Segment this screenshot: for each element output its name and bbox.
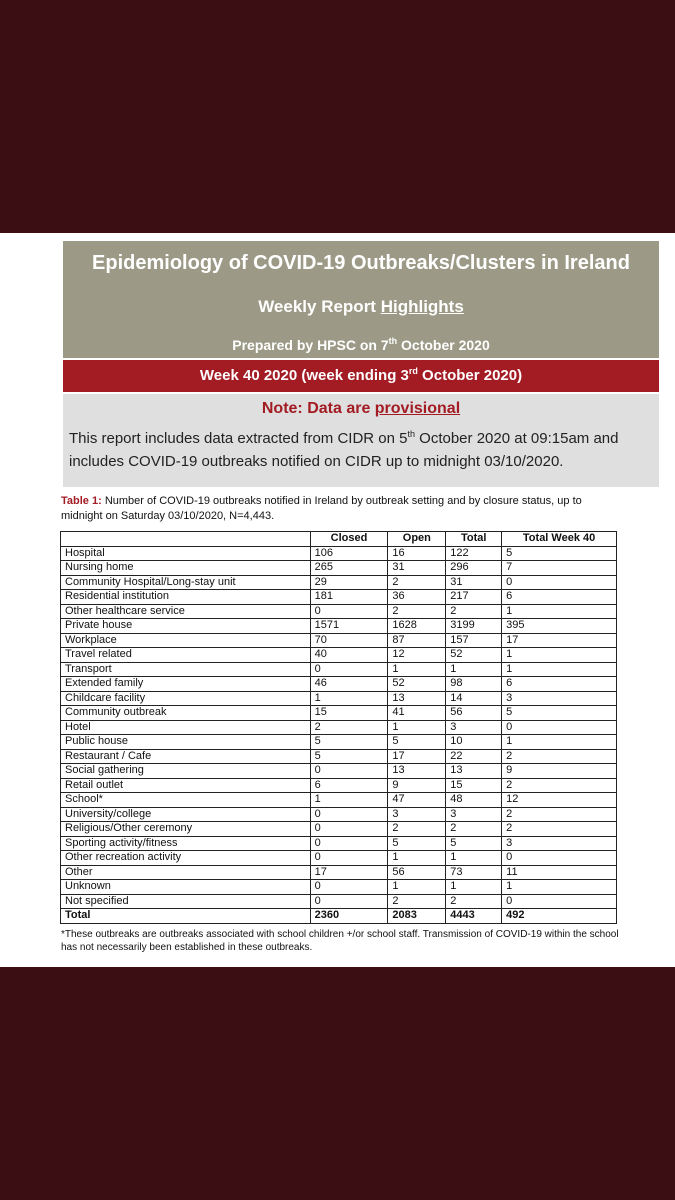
- cell-total: 3: [446, 720, 502, 735]
- cell-total: 31: [446, 575, 502, 590]
- report-title: Epidemiology of COVID-19 Outbreaks/Clusters in Ireland: [92, 252, 630, 274]
- cell-closed: 0: [310, 836, 388, 851]
- cell-open: 5: [388, 735, 446, 750]
- cell-closed: 29: [310, 575, 388, 590]
- cell-closed: 106: [310, 546, 388, 561]
- table-row: [61, 561, 617, 576]
- table-row: [61, 546, 617, 561]
- table-row: [61, 648, 617, 663]
- cell-total: 2: [446, 894, 502, 909]
- cell-total-week: 1: [502, 735, 617, 750]
- cell-closed: 1: [310, 691, 388, 706]
- table-row: [61, 778, 617, 793]
- cell-total-week: 12: [502, 793, 617, 808]
- cell-setting: Hotel: [61, 720, 311, 735]
- week-sup: rd: [408, 366, 418, 376]
- cell-total: 217: [446, 590, 502, 605]
- cell-total: 1: [446, 851, 502, 866]
- prepared-prefix: Prepared by HPSC on 7: [232, 337, 389, 353]
- cell-total-week: 395: [502, 619, 617, 634]
- cell-closed: 70: [310, 633, 388, 648]
- cell-total-week: 9: [502, 764, 617, 779]
- outbreaks-table: [60, 531, 617, 924]
- table-row: [61, 807, 617, 822]
- cell-total-week: 6: [502, 677, 617, 692]
- table-caption: [61, 494, 621, 524]
- table-row: [61, 851, 617, 866]
- cell-open: 3: [388, 807, 446, 822]
- cell-total: 73: [446, 865, 502, 880]
- caption-label: Table 1:: [61, 495, 102, 507]
- cell-setting: Community outbreak: [61, 706, 311, 721]
- cell-open: 13: [388, 764, 446, 779]
- header-total: Total: [446, 532, 502, 547]
- table-row: [61, 793, 617, 808]
- cell-total: 14: [446, 691, 502, 706]
- cell-closed: 0: [310, 822, 388, 837]
- cell-open: 1: [388, 851, 446, 866]
- cell-setting: Unknown: [61, 880, 311, 895]
- cell-open: 41: [388, 706, 446, 721]
- cell-total-week: 1: [502, 662, 617, 677]
- cell-total-week: 6: [502, 590, 617, 605]
- table-row: [61, 691, 617, 706]
- prepared-suffix: October 2020: [397, 337, 490, 353]
- cell-open: 2: [388, 575, 446, 590]
- cell-setting: Retail outlet: [61, 778, 311, 793]
- cell-open: 1: [388, 720, 446, 735]
- table-row: [61, 880, 617, 895]
- caption-text: Number of COVID-19 outbreaks notified in Ireland by outbreak setting and by closure status, up to midnight on Saturday 03/10/2020, N=4,443.: [61, 495, 582, 522]
- table-body: [61, 546, 617, 909]
- total-open: 2083: [388, 909, 446, 924]
- cell-total-week: 2: [502, 749, 617, 764]
- cell-total-week: 3: [502, 691, 617, 706]
- total-week: 492: [502, 909, 617, 924]
- cell-open: 9: [388, 778, 446, 793]
- cell-open: 16: [388, 546, 446, 561]
- cell-total-week: 2: [502, 807, 617, 822]
- cell-setting: Travel related: [61, 648, 311, 663]
- cell-setting: Workplace: [61, 633, 311, 648]
- report-subtitle: [63, 297, 659, 317]
- cell-total: 296: [446, 561, 502, 576]
- description-part2: October 2020 at 09:15am and includes COVID-19 outbreaks notified on CIDR up to midnight 03/10/2020.: [69, 430, 619, 470]
- provisional-note: [63, 400, 659, 418]
- report-header-banner: [63, 241, 659, 358]
- table-total-row: [61, 909, 617, 924]
- highlights-link[interactable]: Highlights: [380, 297, 464, 316]
- table-row: [61, 677, 617, 692]
- provisional-link[interactable]: provisional: [374, 400, 461, 417]
- cell-total: 2: [446, 822, 502, 837]
- cell-total: 15: [446, 778, 502, 793]
- cell-open: 1: [388, 880, 446, 895]
- description-part1: This report includes data extracted from CIDR on 5: [69, 430, 408, 447]
- table-row: [61, 604, 617, 619]
- cell-total: 2: [446, 604, 502, 619]
- cell-total-week: 2: [502, 778, 617, 793]
- cell-total: 48: [446, 793, 502, 808]
- cell-setting: Extended family: [61, 677, 311, 692]
- cell-closed: 0: [310, 764, 388, 779]
- cell-setting: Private house: [61, 619, 311, 634]
- header-total-week: Total Week 40: [502, 532, 617, 547]
- cell-closed: 40: [310, 648, 388, 663]
- cell-total-week: 0: [502, 575, 617, 590]
- cell-closed: 181: [310, 590, 388, 605]
- cell-total: 3199: [446, 619, 502, 634]
- table-row: [61, 662, 617, 677]
- cell-closed: 5: [310, 749, 388, 764]
- cell-total: 1: [446, 880, 502, 895]
- cell-setting: Sporting activity/fitness: [61, 836, 311, 851]
- cell-setting: Other recreation activity: [61, 851, 311, 866]
- cell-open: 2: [388, 894, 446, 909]
- cell-setting: School*: [61, 793, 311, 808]
- table-row: [61, 633, 617, 648]
- cell-setting: Other: [61, 865, 311, 880]
- table-row: [61, 720, 617, 735]
- cell-total-week: 0: [502, 851, 617, 866]
- cell-closed: 5: [310, 735, 388, 750]
- table-row: [61, 590, 617, 605]
- cell-open: 1: [388, 662, 446, 677]
- cell-open: 87: [388, 633, 446, 648]
- cell-total-week: 7: [502, 561, 617, 576]
- cell-setting: Hospital: [61, 546, 311, 561]
- week-bar: [63, 360, 659, 392]
- cell-setting: Nursing home: [61, 561, 311, 576]
- cell-open: 5: [388, 836, 446, 851]
- cell-total: 13: [446, 764, 502, 779]
- cell-total: 5: [446, 836, 502, 851]
- table-row: [61, 894, 617, 909]
- cell-total-week: 1: [502, 880, 617, 895]
- cell-setting: Transport: [61, 662, 311, 677]
- prepared-sup: th: [388, 336, 398, 346]
- cell-open: 12: [388, 648, 446, 663]
- cell-setting: Social gathering: [61, 764, 311, 779]
- cell-open: 52: [388, 677, 446, 692]
- cell-total: 1: [446, 662, 502, 677]
- cell-total: 22: [446, 749, 502, 764]
- cell-closed: 2: [310, 720, 388, 735]
- table-row: [61, 706, 617, 721]
- cell-setting: University/college: [61, 807, 311, 822]
- cell-setting: Childcare facility: [61, 691, 311, 706]
- cell-total: 122: [446, 546, 502, 561]
- header-closed: Closed: [310, 532, 388, 547]
- cell-closed: 0: [310, 880, 388, 895]
- prepared-by: [63, 337, 659, 353]
- description-sup: th: [407, 429, 415, 439]
- cell-closed: 17: [310, 865, 388, 880]
- cell-total: 52: [446, 648, 502, 663]
- cell-total: 98: [446, 677, 502, 692]
- table-row: [61, 764, 617, 779]
- total-label: Total: [61, 909, 311, 924]
- cell-setting: Restaurant / Cafe: [61, 749, 311, 764]
- note-prefix: Note: Data are: [261, 400, 375, 417]
- cell-closed: 0: [310, 662, 388, 677]
- cell-open: 56: [388, 865, 446, 880]
- cell-setting: Other healthcare service: [61, 604, 311, 619]
- cell-total-week: 5: [502, 546, 617, 561]
- table-row: [61, 749, 617, 764]
- cell-setting: Religious/Other ceremony: [61, 822, 311, 837]
- cell-closed: 0: [310, 604, 388, 619]
- cell-total: 10: [446, 735, 502, 750]
- cell-closed: 15: [310, 706, 388, 721]
- cell-total: 157: [446, 633, 502, 648]
- table-row: [61, 822, 617, 837]
- cell-open: 17: [388, 749, 446, 764]
- table-footnote: *These outbreaks are outbreaks associated with school children +/or school staff. Transmission of COVID-19 within the school has not necessarily been established in these outbreaks.: [61, 929, 619, 953]
- cell-total-week: 2: [502, 822, 617, 837]
- cell-total-week: 0: [502, 720, 617, 735]
- cell-total: 56: [446, 706, 502, 721]
- report-page: [0, 233, 675, 967]
- subtitle-prefix: Weekly Report: [258, 297, 381, 316]
- report-description: [69, 427, 653, 473]
- cell-open: 47: [388, 793, 446, 808]
- cell-setting: Residential institution: [61, 590, 311, 605]
- cell-total-week: 1: [502, 648, 617, 663]
- cell-closed: 46: [310, 677, 388, 692]
- cell-setting: Not specified: [61, 894, 311, 909]
- cell-total-week: 1: [502, 604, 617, 619]
- cell-open: 2: [388, 822, 446, 837]
- cell-total-week: 3: [502, 836, 617, 851]
- cell-closed: 0: [310, 851, 388, 866]
- cell-open: 31: [388, 561, 446, 576]
- cell-open: 2: [388, 604, 446, 619]
- cell-open: 13: [388, 691, 446, 706]
- cell-total-week: 17: [502, 633, 617, 648]
- table-row: [61, 865, 617, 880]
- total-closed: 2360: [310, 909, 388, 924]
- cell-setting: Community Hospital/Long-stay unit: [61, 575, 311, 590]
- cell-closed: 1: [310, 793, 388, 808]
- header-setting: [61, 532, 311, 547]
- table-header-row: [61, 532, 617, 547]
- cell-closed: 6: [310, 778, 388, 793]
- total-total: 4443: [446, 909, 502, 924]
- header-open: Open: [388, 532, 446, 547]
- cell-open: 36: [388, 590, 446, 605]
- cell-closed: 0: [310, 807, 388, 822]
- cell-total: 3: [446, 807, 502, 822]
- cell-closed: 1571: [310, 619, 388, 634]
- cell-open: 1628: [388, 619, 446, 634]
- cell-total-week: 5: [502, 706, 617, 721]
- table-row: [61, 836, 617, 851]
- cell-closed: 265: [310, 561, 388, 576]
- week-suffix: October 2020): [417, 367, 523, 384]
- provisional-note-box: [63, 394, 659, 487]
- table-row: [61, 735, 617, 750]
- cell-closed: 0: [310, 894, 388, 909]
- week-prefix: Week 40 2020 (week ending 3: [199, 367, 409, 384]
- cell-setting: Public house: [61, 735, 311, 750]
- cell-total-week: 11: [502, 865, 617, 880]
- table-row: [61, 619, 617, 634]
- cell-total-week: 0: [502, 894, 617, 909]
- table-row: [61, 575, 617, 590]
